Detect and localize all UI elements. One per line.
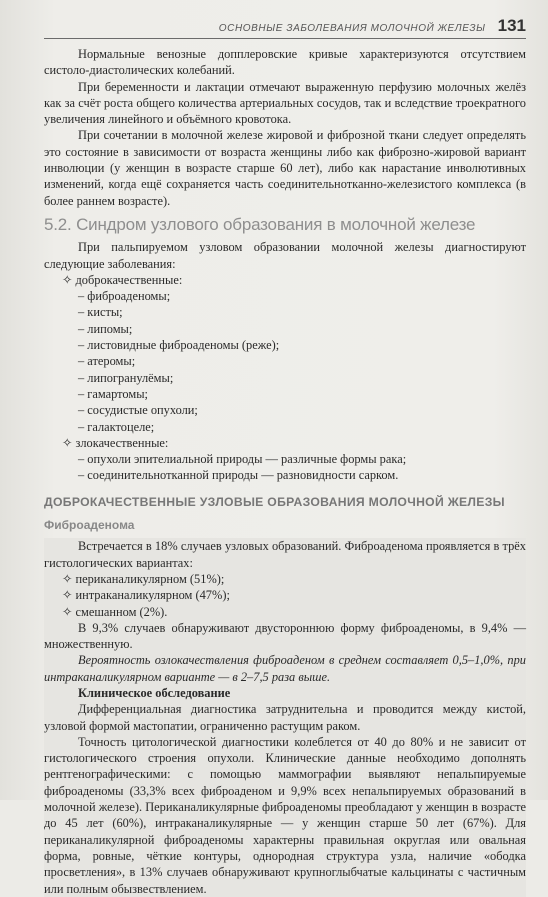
malignant-list (44, 451, 526, 484)
benign-label: ✧ доброкачественные: (62, 272, 183, 287)
list-item: – липомы; (78, 321, 133, 336)
fibroadenoma-block (44, 538, 526, 897)
paragraph (44, 652, 526, 685)
list-item: – соединительнотканной природы — разновидности сарком. (78, 468, 399, 483)
benign-list (44, 288, 526, 435)
paragraph: В 9,3% случаев обнаруживают двустороннюю форму фиброаденомы, в 9,4% — множественную. (44, 620, 526, 652)
list-item: ✧ периканаликулярном (51%); (62, 571, 225, 586)
page-content (44, 46, 526, 897)
paragraph: Точность цитологической диагностики колеблется от 40 до 80% и не зависит от гистологического строения опухоли. Клинические данные необходимо дополнять рентгенографическими: с помощью маммографии выявляют непальпируемые фиброаденомы (33,3% всех фиброаденом и 9,9% всех непальпируемых образований в молочной железе). Периканаликулярные фиброаденомы преобладают у женщин в возрасте до 45 лет (60%), интраканаликулярные — у женщин старше 50 лет (67%). Для периканаликулярной фиброаденомы характерны правильная округлая или овальная форма, ровные, чёткие контуры, однородная структура узла, наличие «ободка просветления», в 13% случаев обнаруживают крупноглыбчатые кальцинаты с частичным или полным обызвествлением. (44, 734, 526, 896)
section-intro: При пальпируемом узловом образовании молочной железы диагностируют следующие заболевания: (44, 240, 526, 271)
list-item: – листовидные фиброаденомы (реже); (78, 338, 280, 353)
clinical-title: Клиническое обследование (78, 685, 231, 700)
list-item: – гамартомы; (78, 386, 148, 401)
list-item: – галактоцеле; (78, 419, 155, 434)
italic-text: Вероятность озлокачествления фиброаденом в среднем составляет 0,5–1,0%, при интраканаликулярном варианте — в 2–7,5 раза выше. (44, 653, 526, 684)
paragraph: Дифференциальная диагностика затруднительна и проводится между кистой, узловой формой мастопатии, ограниченно растущим раком. (44, 702, 526, 733)
paragraph-italic-lead: При сочетании в молочной железе жировой и фиброзной ткани следует определять это состояние в зависимости от возраста женщины либо как фиброзно-жировой вариант инволюции (у женщин в возрасте старше 60 лет), либо как нарастание инволютивных изменений, когда ещё сохраняется часть соединительнотканно-железистого комплекса (в более раннем возрасте). (44, 128, 526, 208)
page-number: 131 (497, 16, 526, 35)
subsection-title: ДОБРОКАЧЕСТВЕННЫЕ УЗЛОВЫЕ ОБРАЗОВАНИЯ МОЛОЧНОЙ ЖЕЛЕЗЫ (44, 494, 505, 509)
list-item: ✧ смешанном (2%). (62, 604, 168, 619)
list-item: – липогранулёмы; (78, 370, 174, 385)
fibroadenoma-title: Фиброаденома (44, 518, 135, 533)
list-item: – фиброаденомы; (78, 289, 171, 304)
paragraph: Встречается в 18% случаев узловых образований. Фиброаденома проявляется в трёх гистологических вариантах: (44, 539, 526, 570)
page-header (44, 14, 526, 39)
list-item: – атеромы; (78, 354, 136, 369)
list-item: – опухоли эпителиальной природы — различные формы рака; (78, 452, 407, 467)
list-item: – кисты; (78, 305, 123, 320)
list-item: ✧ интраканаликулярном (47%); (62, 588, 230, 603)
fibro-variants-list (44, 571, 526, 620)
list-item: – сосудистые опухоли; (78, 403, 198, 418)
running-title: ОСНОВНЫЕ ЗАБОЛЕВАНИЯ МОЛОЧНОЙ ЖЕЛЕЗЫ (218, 23, 486, 34)
malignant-label: ✧ злокачественные: (62, 435, 169, 450)
section-title: 5.2. Синдром узлового образования в молочной железе (44, 214, 476, 234)
paragraph: Нормальные венозные допплеровские кривые характеризуются отсутствием систоло-диастолических колебаний. (44, 47, 526, 78)
paragraph: При беременности и лактации отмечают выраженную перфузию молочных желёз как за счёт роста общего количества артериальных сосудов, так и вследствие троекратного увеличения линейного и объёмного кровотока. (44, 79, 526, 127)
